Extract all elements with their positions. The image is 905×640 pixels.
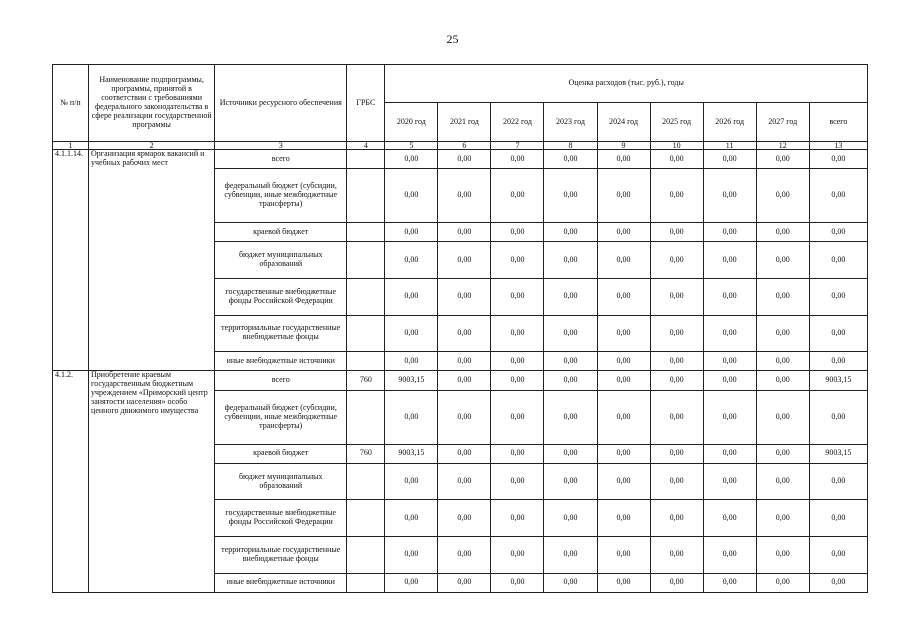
grbs-code	[347, 315, 385, 352]
year-value: 0,00	[385, 573, 438, 592]
funding-source: иные внебюджетные источники	[215, 573, 347, 592]
year-value: 0,00	[703, 315, 756, 352]
item-name: Приобретение краевым государственным бюджетным учреждением «Приморский центр занятости населения» особо ценного движимого имущества	[89, 371, 215, 593]
year-value: 0,00	[438, 352, 491, 371]
funding-source: краевой бюджет	[215, 444, 347, 463]
year-value: 0,00	[385, 537, 438, 574]
year-value: 0,00	[597, 279, 650, 316]
header-year: 2021 год	[438, 103, 491, 142]
year-value: 0,00	[756, 371, 809, 390]
header-name: Наименование подпрограммы, программы, принятой в соответствии с требованиями федерального законодательства в сфере реализации государственной программы	[89, 65, 215, 142]
funding-source: федеральный бюджет (субсидии, субвенции, иные межбюджетные трансферты)	[215, 169, 347, 223]
column-index: 1	[53, 142, 89, 150]
year-value: 0,00	[544, 444, 597, 463]
item-name: Организация ярмарок вакансий и учебных рабочих мест	[89, 150, 215, 371]
year-value: 0,00	[597, 223, 650, 242]
year-value: 0,00	[650, 390, 703, 444]
year-value: 9003,15	[385, 371, 438, 390]
year-value: 0,00	[491, 463, 544, 500]
grbs-code	[347, 169, 385, 223]
year-value: 0,00	[438, 537, 491, 574]
year-value: 0,00	[597, 315, 650, 352]
year-value: 9003,15	[385, 444, 438, 463]
year-value: 0,00	[438, 390, 491, 444]
header-year: 2023 год	[544, 103, 597, 142]
year-value: 0,00	[703, 500, 756, 537]
year-value: 0,00	[756, 279, 809, 316]
year-value: 0,00	[491, 537, 544, 574]
column-index: 10	[650, 142, 703, 150]
total-value: 0,00	[809, 279, 867, 316]
year-value: 0,00	[756, 242, 809, 279]
year-value: 0,00	[650, 537, 703, 574]
year-value: 0,00	[438, 242, 491, 279]
header-no: № п/п	[53, 65, 89, 142]
year-value: 0,00	[597, 169, 650, 223]
year-value: 0,00	[650, 150, 703, 169]
funding-source: всего	[215, 371, 347, 390]
year-value: 0,00	[597, 371, 650, 390]
total-value: 0,00	[809, 390, 867, 444]
total-value: 0,00	[809, 463, 867, 500]
year-value: 0,00	[491, 444, 544, 463]
year-value: 0,00	[756, 537, 809, 574]
header-year: 2027 год	[756, 103, 809, 142]
year-value: 0,00	[597, 352, 650, 371]
funding-source: всего	[215, 150, 347, 169]
year-value: 0,00	[650, 315, 703, 352]
year-value: 0,00	[756, 223, 809, 242]
year-value: 0,00	[544, 223, 597, 242]
table-row	[53, 150, 868, 169]
grbs-code	[347, 537, 385, 574]
year-value: 0,00	[491, 150, 544, 169]
year-value: 0,00	[650, 352, 703, 371]
year-value: 0,00	[650, 444, 703, 463]
column-index: 11	[703, 142, 756, 150]
column-index: 3	[215, 142, 347, 150]
grbs-code: 760	[347, 444, 385, 463]
funding-source: территориальные государственные внебюджетные фонды	[215, 315, 347, 352]
table-body	[53, 150, 868, 593]
grbs-code	[347, 279, 385, 316]
year-value: 0,00	[491, 573, 544, 592]
year-value: 0,00	[491, 242, 544, 279]
year-value: 0,00	[756, 169, 809, 223]
year-value: 0,00	[703, 463, 756, 500]
year-value: 0,00	[544, 500, 597, 537]
year-value: 0,00	[597, 390, 650, 444]
year-value: 0,00	[438, 169, 491, 223]
year-value: 0,00	[385, 315, 438, 352]
year-value: 0,00	[703, 352, 756, 371]
table-row	[53, 371, 868, 390]
funding-source: иные внебюджетные источники	[215, 352, 347, 371]
year-value: 0,00	[438, 150, 491, 169]
column-index: 4	[347, 142, 385, 150]
year-value: 0,00	[491, 352, 544, 371]
year-value: 0,00	[385, 352, 438, 371]
grbs-code	[347, 242, 385, 279]
funding-source: бюджет муниципальных образований	[215, 463, 347, 500]
year-value: 0,00	[703, 279, 756, 316]
year-value: 0,00	[650, 279, 703, 316]
year-value: 0,00	[756, 573, 809, 592]
year-value: 0,00	[491, 500, 544, 537]
item-number: 4.1.1.14.	[53, 150, 89, 371]
year-value: 0,00	[438, 223, 491, 242]
header-sources: Источники ресурсного обеспечения	[215, 65, 347, 142]
total-value: 0,00	[809, 150, 867, 169]
item-number: 4.1.2.	[53, 371, 89, 593]
header-estimate: Оценка расходов (тыс. руб.), годы	[385, 65, 868, 103]
year-value: 0,00	[756, 463, 809, 500]
year-value: 0,00	[438, 279, 491, 316]
header-year: 2022 год	[491, 103, 544, 142]
year-value: 0,00	[491, 315, 544, 352]
year-value: 0,00	[756, 150, 809, 169]
year-value: 0,00	[385, 169, 438, 223]
year-value: 0,00	[756, 444, 809, 463]
header-year: 2020 год	[385, 103, 438, 142]
year-value: 0,00	[597, 444, 650, 463]
funding-source: федеральный бюджет (субсидии, субвенции, иные межбюджетные трансферты)	[215, 390, 347, 444]
total-value: 0,00	[809, 352, 867, 371]
year-value: 0,00	[597, 500, 650, 537]
total-value: 0,00	[809, 500, 867, 537]
grbs-code	[347, 390, 385, 444]
funding-source: государственные внебюджетные фонды Российской Федерации	[215, 500, 347, 537]
year-value: 0,00	[438, 444, 491, 463]
funding-source: территориальные государственные внебюджетные фонды	[215, 537, 347, 574]
year-value: 0,00	[385, 223, 438, 242]
header-year: 2025 год	[650, 103, 703, 142]
year-value: 0,00	[438, 315, 491, 352]
grbs-code	[347, 573, 385, 592]
grbs-code	[347, 352, 385, 371]
year-value: 0,00	[544, 150, 597, 169]
year-value: 0,00	[438, 573, 491, 592]
grbs-code	[347, 150, 385, 169]
year-value: 0,00	[650, 573, 703, 592]
year-value: 0,00	[703, 223, 756, 242]
year-value: 0,00	[703, 444, 756, 463]
year-value: 0,00	[491, 223, 544, 242]
year-value: 0,00	[650, 371, 703, 390]
year-value: 0,00	[703, 390, 756, 444]
header-grbs: ГРБС	[347, 65, 385, 142]
column-index: 2	[89, 142, 215, 150]
funding-source: бюджет муниципальных образований	[215, 242, 347, 279]
total-value: 0,00	[809, 223, 867, 242]
grbs-code	[347, 500, 385, 537]
table-header	[53, 65, 868, 150]
total-value: 0,00	[809, 537, 867, 574]
column-index: 5	[385, 142, 438, 150]
year-value: 0,00	[597, 242, 650, 279]
budget-table	[52, 64, 868, 593]
grbs-code	[347, 223, 385, 242]
year-value: 0,00	[703, 537, 756, 574]
year-value: 0,00	[544, 352, 597, 371]
year-value: 0,00	[756, 390, 809, 444]
year-value: 0,00	[544, 573, 597, 592]
year-value: 0,00	[756, 500, 809, 537]
year-value: 0,00	[491, 371, 544, 390]
total-value: 0,00	[809, 169, 867, 223]
column-index: 9	[597, 142, 650, 150]
year-value: 0,00	[544, 279, 597, 316]
year-value: 0,00	[703, 150, 756, 169]
year-value: 0,00	[703, 169, 756, 223]
grbs-code	[347, 463, 385, 500]
year-value: 0,00	[597, 573, 650, 592]
column-index: 13	[809, 142, 867, 150]
year-value: 0,00	[438, 371, 491, 390]
year-value: 0,00	[385, 463, 438, 500]
year-value: 0,00	[544, 315, 597, 352]
year-value: 0,00	[544, 371, 597, 390]
year-value: 0,00	[544, 463, 597, 500]
column-index: 8	[544, 142, 597, 150]
year-value: 0,00	[650, 463, 703, 500]
year-value: 0,00	[544, 537, 597, 574]
year-value: 0,00	[703, 371, 756, 390]
year-value: 0,00	[544, 242, 597, 279]
year-value: 0,00	[385, 242, 438, 279]
header-year: 2026 год	[703, 103, 756, 142]
year-value: 0,00	[650, 242, 703, 279]
funding-source: краевой бюджет	[215, 223, 347, 242]
year-value: 0,00	[544, 390, 597, 444]
total-value: 0,00	[809, 573, 867, 592]
year-value: 0,00	[756, 352, 809, 371]
total-value: 0,00	[809, 242, 867, 279]
year-value: 0,00	[491, 390, 544, 444]
column-index: 12	[756, 142, 809, 150]
year-value: 0,00	[491, 279, 544, 316]
year-value: 0,00	[650, 169, 703, 223]
year-value: 0,00	[650, 500, 703, 537]
header-total: всего	[809, 103, 867, 142]
year-value: 0,00	[597, 463, 650, 500]
year-value: 0,00	[597, 537, 650, 574]
column-index: 7	[491, 142, 544, 150]
year-value: 0,00	[703, 242, 756, 279]
total-value: 9003,15	[809, 371, 867, 390]
total-value: 9003,15	[809, 444, 867, 463]
year-value: 0,00	[703, 573, 756, 592]
year-value: 0,00	[438, 463, 491, 500]
grbs-code: 760	[347, 371, 385, 390]
year-value: 0,00	[385, 390, 438, 444]
page-number: 25	[446, 32, 459, 46]
year-value: 0,00	[756, 315, 809, 352]
column-index: 6	[438, 142, 491, 150]
total-value: 0,00	[809, 315, 867, 352]
year-value: 0,00	[544, 169, 597, 223]
funding-source: государственные внебюджетные фонды Российской Федерации	[215, 279, 347, 316]
year-value: 0,00	[385, 150, 438, 169]
year-value: 0,00	[650, 223, 703, 242]
year-value: 0,00	[491, 169, 544, 223]
header-year: 2024 год	[597, 103, 650, 142]
year-value: 0,00	[438, 500, 491, 537]
year-value: 0,00	[385, 279, 438, 316]
year-value: 0,00	[597, 150, 650, 169]
year-value: 0,00	[385, 500, 438, 537]
